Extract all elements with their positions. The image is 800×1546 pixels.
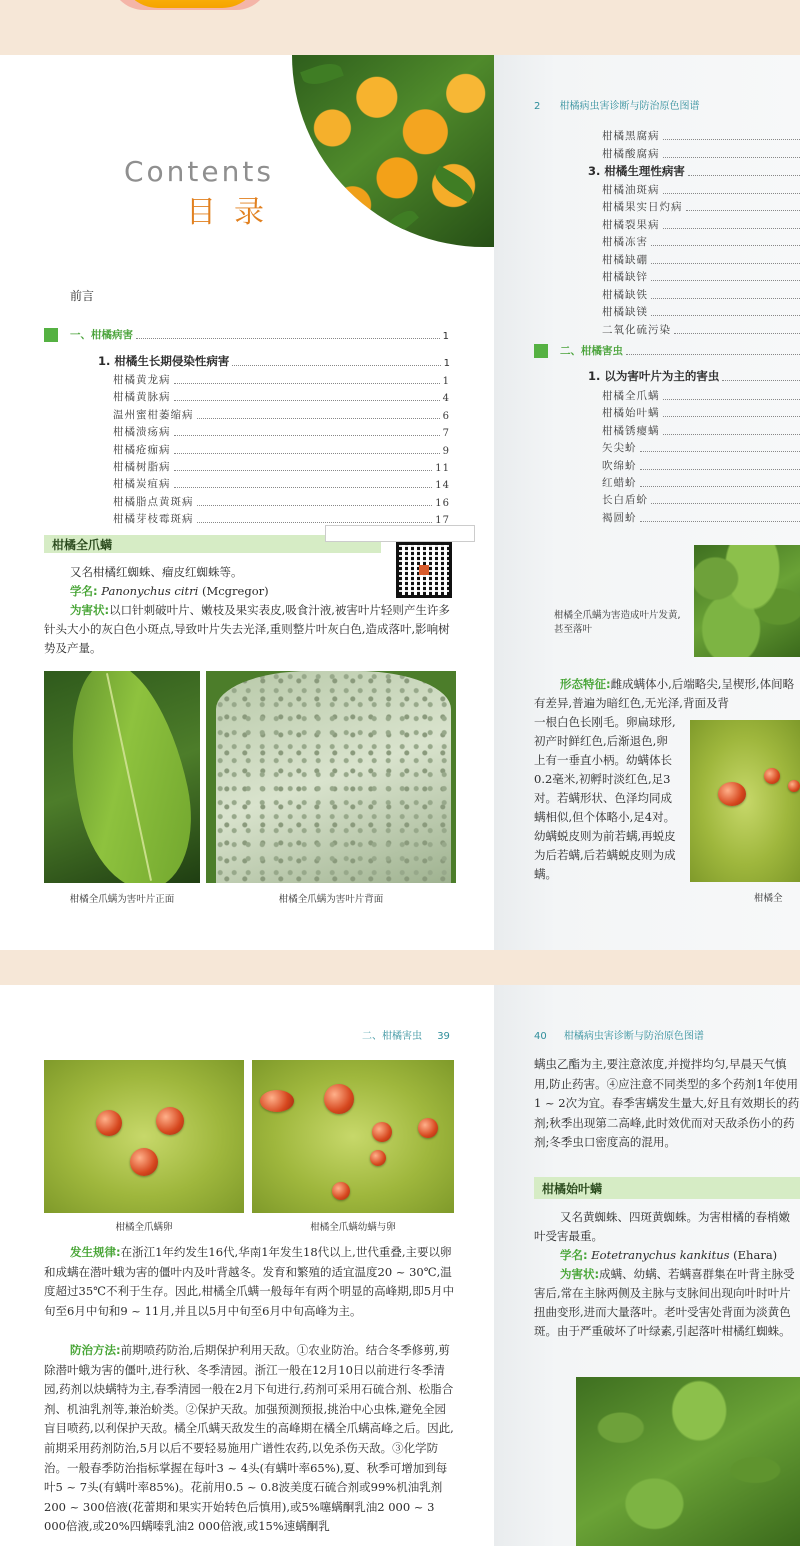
toc-dots xyxy=(688,175,800,176)
leaf-underside xyxy=(216,671,451,883)
mite-egg-shape xyxy=(130,1148,158,1176)
toc-dots xyxy=(663,193,800,194)
toc-entry-title: 红蜡蚧 xyxy=(602,477,637,489)
occurrence-paragraph xyxy=(44,1243,456,1321)
qr-code-icon[interactable] xyxy=(396,542,452,598)
scientific-name-line xyxy=(70,582,390,601)
toc-dots xyxy=(663,434,800,435)
toc-dots xyxy=(174,453,440,454)
toc-dots xyxy=(663,157,800,158)
toc-dots xyxy=(722,380,800,381)
toc-entry-title: 柑橘脂点黄斑病 xyxy=(113,495,194,508)
mite-shape xyxy=(324,1084,354,1114)
leaf-shape xyxy=(300,59,344,90)
toc-entry-title: 柑橘缺硼 xyxy=(602,253,648,266)
toc-entry[interactable] xyxy=(113,459,450,474)
toc-entry-title: 柑橘冻害 xyxy=(602,236,648,248)
toc-entry[interactable] xyxy=(602,458,800,473)
toc-dots xyxy=(197,418,440,419)
book-title: 柑橘病虫害诊断与防治原色图谱 xyxy=(563,1031,704,1042)
page-number: 39 xyxy=(437,1031,450,1042)
toc-entry-title: 柑橘芽枝霉斑病 xyxy=(113,513,194,525)
toc-entry-title: 柑橘锈瘿螨 xyxy=(602,424,660,437)
toc-page-number: 4 xyxy=(442,393,450,405)
leaf-shape xyxy=(381,205,419,240)
toc-dots xyxy=(674,333,800,334)
content-page-right-3 xyxy=(494,985,800,1546)
section-bar-citrus-yellow-mite: 柑橘始叶螨 xyxy=(534,1177,800,1199)
toc-dots xyxy=(174,400,440,401)
caption-mite-young: 柑橘全爪螨幼螨与卵 xyxy=(310,1222,396,1233)
toc-entry[interactable] xyxy=(113,511,450,525)
toc-entry[interactable] xyxy=(602,510,800,525)
label-morph: 形态特征: xyxy=(560,677,611,691)
toc-dots xyxy=(232,365,440,366)
book-title: 柑橘病虫害诊断与防治原色图谱 xyxy=(559,101,700,112)
photo-mites xyxy=(690,720,800,882)
toc-section-diseases[interactable] xyxy=(44,327,449,342)
toc-entry-title: 1. 以为害叶片为主的害虫 xyxy=(588,369,720,383)
toc-entry-title: 柑橘始叶螨 xyxy=(602,407,660,420)
toc-entry[interactable] xyxy=(602,252,800,267)
toc-page-number: 1 xyxy=(442,331,449,342)
toc-line xyxy=(70,327,449,342)
toc-dots xyxy=(640,451,800,452)
toc-entry-title: 柑橘溃疡病 xyxy=(113,426,171,439)
mite-egg-shape xyxy=(372,1122,392,1142)
sci-author: (Mcgregor) xyxy=(201,584,269,598)
toc-dots xyxy=(651,263,800,264)
toc-entry[interactable] xyxy=(113,442,450,457)
oranges-photo xyxy=(292,55,494,247)
running-head xyxy=(362,1027,450,1042)
toc-entry[interactable] xyxy=(602,146,800,161)
toc-subsection-3[interactable] xyxy=(588,163,800,179)
caption-leaf-front: 柑橘全爪螨为害叶片正面 xyxy=(69,894,175,905)
leaf-shape xyxy=(430,165,477,203)
toc-dots xyxy=(197,522,433,523)
toc-entry-title: 温州蜜柑萎缩病 xyxy=(113,408,194,421)
toc-entry-title: 柑橘缺镁 xyxy=(602,306,648,318)
toc-dots xyxy=(174,487,433,488)
toc-dots xyxy=(640,469,800,470)
content-page-left-2 xyxy=(0,525,494,950)
toc-entry-title: 3. 柑橘生理性病害 xyxy=(588,164,685,178)
toc-dots xyxy=(663,399,800,400)
harm-paragraph-2 xyxy=(534,1265,800,1341)
caption-mites: 柑橘全 xyxy=(754,893,783,904)
running-head xyxy=(534,97,700,112)
toc-entry-title: 吹绵蚧 xyxy=(602,459,637,472)
toc-entry[interactable] xyxy=(602,322,800,337)
toc-page-number: 9 xyxy=(442,445,450,457)
toc-entry[interactable] xyxy=(602,182,800,197)
toc-page-number: 11 xyxy=(435,463,450,474)
toc-subsection-1[interactable] xyxy=(98,353,450,369)
toc-entry-title: 柑橘油斑病 xyxy=(602,183,660,196)
toc-entry[interactable] xyxy=(602,423,800,438)
toc-entry-title: 柑橘树脂病 xyxy=(113,461,171,473)
toc-dots xyxy=(651,315,800,316)
occurrence-text: 在浙江1年约发生16代,华南1年发生18代以上,世代重叠,主要以卵和成螨在潜叶蛾为害的僵叶内及叶背越冬。发育和繁殖的适宜温度20 ~ 30℃,温度超过35℃不利于生存。因此,柑橘全爪螨一般每年有两个明显的高峰期,即5月中旬至6月中旬和9 ~ 11月,并且以5月中旬至6月中旬高峰为主。 xyxy=(44,1245,455,1318)
toc-entry[interactable] xyxy=(602,405,800,420)
mite-egg-shape xyxy=(96,1110,122,1136)
toc-entry[interactable] xyxy=(602,199,800,214)
caption-yellowing: 柑橘全爪螨为害造成叶片发黄,甚至落叶 xyxy=(554,610,681,635)
caption-mite-eggs: 柑橘全爪螨卵 xyxy=(115,1222,173,1233)
photo-mite-eggs xyxy=(44,1060,244,1213)
toc-entry[interactable] xyxy=(113,494,450,509)
toc-preface[interactable]: 前言 xyxy=(70,289,95,303)
toc-entry-title: 柑橘缺铁 xyxy=(602,288,648,301)
mite-egg-shape xyxy=(370,1150,386,1166)
toc-page-number: 17 xyxy=(435,515,450,525)
label-sci: 学名: xyxy=(70,584,98,598)
toc-dots xyxy=(197,505,433,506)
toc-page-left xyxy=(0,55,494,525)
page-number: 2 xyxy=(534,101,541,112)
photo-citrus-foliage xyxy=(576,1377,800,1546)
label-harm: 为害状: xyxy=(560,1267,600,1281)
toc-entry-title: 柑橘炭疽病 xyxy=(113,478,171,491)
toc-entry[interactable] xyxy=(602,269,800,284)
morph-paragraph-narrow: 一根白色长刚毛。卵扁球形,初产时鲜红色,后渐退色,卵上有一垂直小柄。幼螨体长0.2毫米,初孵时淡红色,足3对。若螨形状、色泽均同成螨相似,但个体略小,足4对。幼螨蜕皮则为前若螨,再蜕皮为后若螨,后若螨蜕皮则为成螨。 xyxy=(534,715,676,881)
page-number: 40 xyxy=(534,1031,547,1042)
sci-name: Panonychus citri xyxy=(101,584,199,598)
toc-page-number: 16 xyxy=(435,497,450,509)
content-page-left-3 xyxy=(0,985,494,1546)
morph-text: 雌成螨体小,后端略尖,呈楔形,体间略有差异,普遍为暗红色,无光泽,背面及背 xyxy=(534,677,795,710)
page-tab-outline xyxy=(325,525,475,542)
toc-dots xyxy=(174,435,440,436)
toc-dots xyxy=(174,470,433,471)
running-head xyxy=(534,1027,704,1042)
control-text: 前期喷药防治,后期保护利用天敌。①农业防治。结合冬季修剪,剪除潜叶蛾为害的僵叶,进行秋、冬季清园。浙江一般在12月10日以前进行冬季清园,药剂以炔螨特为主,春季清园一般在2月下旬进行,药剂可采用石硫合剂、松脂合剂、机油乳剂等,兼治蚧类。②保护天敌。加强预测预报,挑治中心虫株,避免全园盲目喷药,以利保护天敌。橘全爪螨天敌发生的高峰期在橘全爪螨高峰之后。因此,前期采用药剂防治,5月以后不要轻易施用广谱性农药,以免杀伤天敌。③化学防治。一般春季防治指标掌握在每叶3 ~ 4头(有螨叶率65%),夏、秋季可增加到每叶5 ~ 7头(有螨叶率85%)。花前用0.5 ~ 0.8波美度石硫合剂或99%机油乳剂200 ~ 300倍液(花蕾期和果实开始转色后慎用),或5%噻螨酮乳油2 000 ~ 3 000倍液,或20%四螨嗪乳油2 000倍液,或15%速螨酮乳 xyxy=(44,1343,454,1534)
toc-entry-title: 二氧化硫污染 xyxy=(602,323,671,336)
mite-egg-shape xyxy=(332,1182,350,1200)
toc-line xyxy=(560,343,800,358)
toc-subsection-label: 1. 柑橘生长期侵染性病害 xyxy=(98,354,230,368)
harm-text: 以口针刺破叶片、嫩枝及果实表皮,吸食汁液,被害叶片轻则产生许多针头大小的灰白色小斑点,导致叶片失去光泽,重则整片叶灰白色,造成落叶,影响树势及产量。 xyxy=(44,603,450,655)
contents-title-en: Contents xyxy=(124,155,274,188)
toc-entry[interactable] xyxy=(602,234,800,249)
mite-egg-shape xyxy=(156,1107,184,1135)
toc-entry[interactable] xyxy=(602,475,800,490)
section-square-icon xyxy=(44,328,58,342)
mite-shape xyxy=(718,782,746,806)
toc-entry-title: 长白盾蚧 xyxy=(602,494,648,507)
toc-dots xyxy=(651,280,800,281)
label-harm: 为害状: xyxy=(70,603,110,617)
mite-egg-shape xyxy=(418,1118,438,1138)
toc-page-number: 14 xyxy=(435,480,450,492)
toc-dots xyxy=(663,139,800,140)
toc-dots xyxy=(651,245,800,246)
toc-page-number: 1 xyxy=(442,376,450,387)
toc-entry-title: 柑橘缺锌 xyxy=(602,271,648,283)
photo-mite-young xyxy=(252,1060,454,1213)
mite-egg-shape xyxy=(788,780,800,792)
section-square-icon xyxy=(534,344,548,358)
toc-page-number: 7 xyxy=(442,428,450,440)
toc-entry-title: 柑橘黑腐病 xyxy=(602,130,660,142)
harm-text: 成螨、幼螨、若螨喜群集在叶背主脉受害后,常在主脉两侧及主脉与支脉间出现向叶时叶片扭曲变形,进而大量落叶。老叶受害处背面为淡黄色斑。由于严重破坏了叶绿素,引起落叶柑橘红蜘蛛。 xyxy=(534,1267,795,1338)
label-occurrence: 发生规律: xyxy=(70,1245,121,1259)
photo-yellowing-leaves xyxy=(694,545,800,657)
toc-entry[interactable] xyxy=(602,217,800,232)
toc-dots xyxy=(663,416,800,417)
toc-dots xyxy=(663,228,800,229)
alias-line-2: 又名黄蜘蛛、四斑黄蜘蛛。为害柑橘的春梢嫩叶受害最重。 xyxy=(534,1210,790,1243)
toc-entry[interactable] xyxy=(602,492,800,507)
toc-dots xyxy=(640,486,800,487)
toc-entry[interactable] xyxy=(602,304,800,319)
toc-section-label: 一、柑橘病害 xyxy=(70,329,133,341)
toc-page-number: 1 xyxy=(443,358,450,369)
toc-entry-title: 柑橘黄龙病 xyxy=(113,374,171,386)
leaf-shape xyxy=(51,671,200,883)
toc-entry[interactable] xyxy=(602,388,800,403)
toc-dots xyxy=(640,521,800,522)
section-name: 二、柑橘害虫 xyxy=(362,1031,422,1042)
alias-line: 又名柑橘红蜘蛛、瘤皮红蜘蛛等。 xyxy=(70,565,243,579)
toc-page-number: 6 xyxy=(442,410,450,422)
toc-entry-title: 柑橘酸腐病 xyxy=(602,147,660,160)
toc-entry[interactable] xyxy=(113,389,450,404)
control-continued: 螨虫乙酯为主,要注意浓度,并搅拌均匀,早晨天气慎用,防止药害。④应注意不同类型的多个药剂1年使用1 ~ 2次为宜。春季害螨发生量大,好且有效期长的药剂;秋季出现第二高峰,此时效优而对天敌杀伤小的药剂;冬季虫口密度高的混用。 xyxy=(534,1057,800,1150)
section-bar-citrus-red-mite: 柑橘全爪螨 xyxy=(44,535,381,553)
label-control: 防治方法: xyxy=(70,1343,121,1357)
contents-title-zh: 目录 xyxy=(186,195,282,230)
toc-entry[interactable] xyxy=(602,128,800,143)
morph-paragraph-wide xyxy=(534,675,800,713)
content-page-right-2 xyxy=(494,525,800,950)
toc-dots xyxy=(174,383,440,384)
toc-entry-title: 矢尖蚧 xyxy=(602,442,637,455)
toc-entry[interactable] xyxy=(602,440,800,455)
toc-section-label: 二、柑橘害虫 xyxy=(560,345,623,357)
label-sci: 学名: xyxy=(560,1248,588,1262)
toc-entry-title: 褐圆蚧 xyxy=(602,511,637,524)
sci-author: (Ehara) xyxy=(733,1248,778,1262)
toc-entry[interactable] xyxy=(113,476,450,491)
toc-page-right xyxy=(494,55,800,525)
caption-leaf-back: 柑橘全爪螨为害叶片背面 xyxy=(278,894,384,905)
toc-dots xyxy=(651,503,800,504)
toc-entry[interactable] xyxy=(113,407,450,422)
toc-entry-title: 柑橘裂果病 xyxy=(602,218,660,231)
photo-leaf-front xyxy=(44,671,200,883)
harm-paragraph xyxy=(44,601,456,658)
toc-entry-title: 柑橘黄脉病 xyxy=(113,391,171,404)
toc-entry-title: 柑橘疮痂病 xyxy=(113,443,171,456)
toc-subsection-b1[interactable] xyxy=(588,368,800,384)
toc-dots xyxy=(136,338,440,339)
photo-leaf-back xyxy=(206,671,456,883)
toc-dots xyxy=(686,210,800,211)
sci-name: Eotetranychus kankitus xyxy=(591,1248,730,1262)
toc-entry[interactable] xyxy=(113,372,450,387)
toc-entry[interactable] xyxy=(602,287,800,302)
toc-section-pests[interactable] xyxy=(534,343,800,358)
toc-entry[interactable] xyxy=(113,424,450,439)
mite-egg-shape xyxy=(764,768,780,784)
mite-shape xyxy=(260,1090,294,1112)
toc-dots xyxy=(651,298,800,299)
toc-dots xyxy=(626,354,800,355)
scientific-name-line-2 xyxy=(534,1246,800,1265)
control-paragraph xyxy=(44,1341,456,1537)
toc-entry-title: 柑橘全爪螨 xyxy=(602,390,660,402)
toc-entry-title: 柑橘果实日灼病 xyxy=(602,201,683,213)
